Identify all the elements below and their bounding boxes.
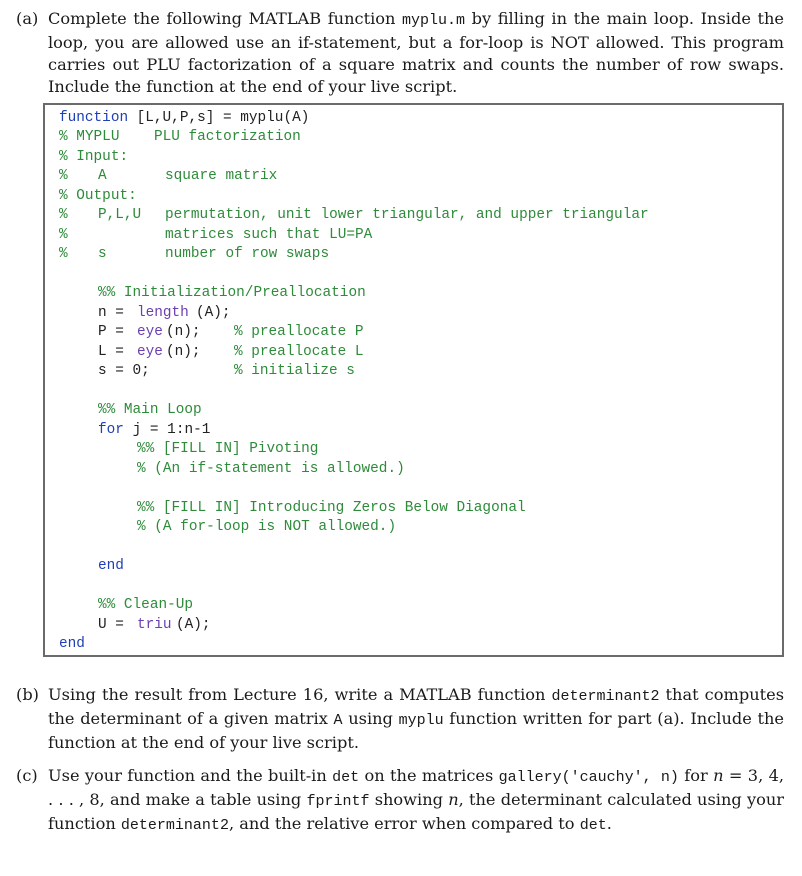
- part-b-label: (b): [16, 685, 39, 704]
- code-line: end: [59, 636, 85, 652]
- code-line: s = 0; % initialize s: [98, 363, 355, 379]
- variable-name: A: [333, 712, 343, 729]
- code-line: %% Initialization/Preallocation: [98, 285, 366, 301]
- code-listing: [43, 103, 784, 657]
- math-variable: n: [713, 766, 724, 785]
- code-line: % (An if-statement is allowed.): [137, 461, 405, 477]
- part-c-text: Use your function and the built-in det on the matrices gallery('cauchy', n) for n = 3, 4, . . . , 8, and make a table using fprintf showing n, the determinant calculated using your function determinant2, and the relative error when compared to det.: [48, 766, 785, 834]
- question-part-a: [16, 8, 784, 98]
- function-name: det: [332, 769, 360, 786]
- code-line: % MYPLU PLU factorization: [59, 129, 301, 145]
- function-name: determinant2: [120, 817, 229, 834]
- code-line: U = triu (A);: [98, 617, 211, 633]
- question-part-c: [16, 765, 784, 837]
- code-line: %% [FILL IN] Pivoting: [137, 441, 319, 457]
- function-call: gallery('cauchy', n): [498, 769, 679, 786]
- function-name: fprintf: [306, 793, 370, 810]
- code-line: % s number of row swaps: [59, 246, 330, 262]
- code-line: % Output:: [59, 188, 137, 204]
- code-line: function [L,U,P,s] = myplu(A): [59, 110, 310, 126]
- part-a-label: (a): [16, 9, 39, 28]
- part-b-text: Using the result from Lecture 16, write a MATLAB function determinant2 that computes the determinant of a given matrix A using myplu function written for part (a). Include the function at the end of your live script.: [48, 685, 785, 752]
- code-line: n = length (A);: [98, 305, 231, 321]
- function-name: determinant2: [551, 688, 660, 705]
- code-line: %% [FILL IN] Introducing Zeros Below Diagonal: [137, 500, 526, 516]
- code-line: % matrices such that LU=PA: [59, 227, 373, 243]
- code-line: end: [98, 558, 124, 574]
- code-line: % Input:: [59, 149, 129, 165]
- code-line: %% Clean-Up: [98, 597, 193, 613]
- part-c-label: (c): [16, 766, 38, 785]
- question-part-b: [16, 684, 784, 754]
- math-variable: n: [448, 790, 459, 809]
- code-line: %% Main Loop: [98, 402, 202, 418]
- code-line: % (A for-loop is NOT allowed.): [137, 519, 397, 535]
- code-line: % P,L,U permutation, unit lower triangular, and upper triangular: [59, 207, 649, 223]
- filename: myplu.m: [402, 12, 466, 29]
- code-line: P = eye (n); % preallocate P: [98, 324, 364, 340]
- function-name: det: [579, 817, 607, 834]
- code-line: for j = 1:n-1: [98, 422, 211, 438]
- code-line: L = eye (n); % preallocate L: [98, 344, 364, 360]
- function-name: myplu: [398, 712, 444, 729]
- part-a-text: Complete the following MATLAB function myplu.m by filling in the main loop. Inside the loop, you are allowed use an if-statement, but a for-loop is NOT allowed. This program carries out PLU factorization of a square matrix and counts the number of row swaps. Include the function at the end of your live script.: [48, 9, 784, 96]
- code-line: % A square matrix: [59, 168, 278, 184]
